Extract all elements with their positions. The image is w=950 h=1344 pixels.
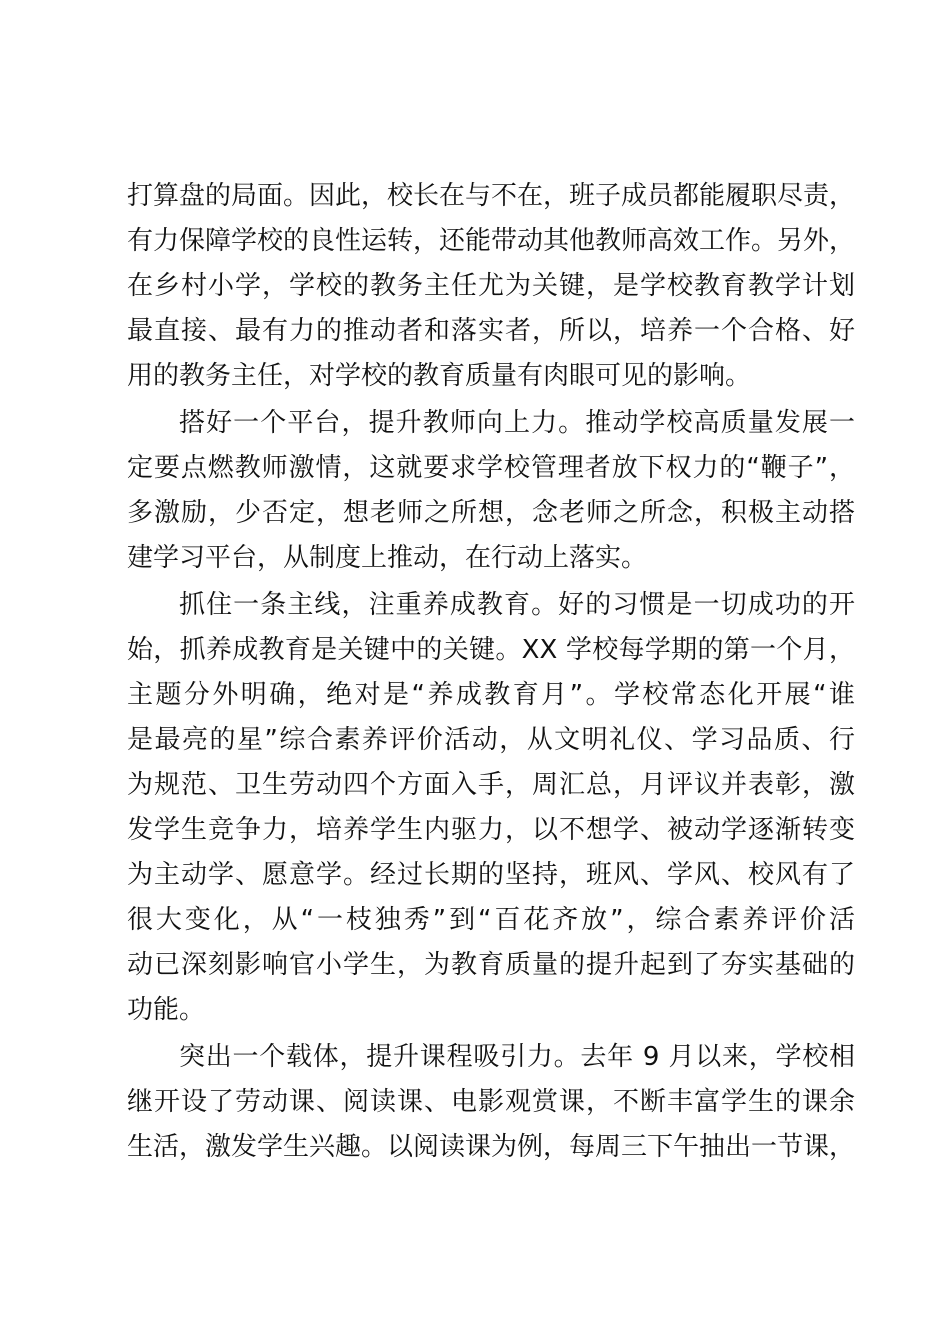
text-line: 主题分外明确，绝对是“养成教育月”。学校常态化开展“谁 bbox=[127, 680, 855, 710]
text-line: 搭好一个平台，提升教师向上力。推动学校高质量发展一 bbox=[179, 408, 855, 438]
body-text bbox=[127, 174, 855, 1170]
text-line: 始，抓养成教育是关键中的关键。XX 学校每学期的第一个月， bbox=[127, 635, 855, 665]
text-line: 为主动学、愿意学。经过长期的坚持，班风、学风、校风有了 bbox=[127, 860, 855, 890]
text-line: 为规范、卫生劳动四个方面入手，周汇总，月评议并表彰，激 bbox=[127, 770, 855, 800]
paragraph bbox=[127, 174, 855, 399]
text-line: 最直接、最有力的推动者和落实者，所以，培养一个合格、好 bbox=[127, 316, 855, 346]
paragraph bbox=[127, 583, 855, 1033]
text-line: 多激励，少否定，想老师之所想，念老师之所念，积极主动搭 bbox=[127, 498, 855, 528]
text-line: 抓住一条主线，注重养成教育。好的习惯是一切成功的开 bbox=[179, 590, 855, 620]
paragraph bbox=[127, 401, 855, 581]
text-line: 突出一个载体，提升课程吸引力。去年 9 月以来，学校相 bbox=[179, 1042, 855, 1072]
text-line: 有力保障学校的良性运转，还能带动其他教师高效工作。另外， bbox=[127, 226, 856, 256]
text-line: 功能。 bbox=[127, 995, 206, 1025]
text-line: 生活，激发学生兴趣。以阅读课为例，每周三下午抽出一节课， bbox=[127, 1132, 856, 1162]
paragraph bbox=[127, 1035, 855, 1170]
text-line: 建学习平台，从制度上推动，在行动上落实。 bbox=[127, 543, 648, 573]
text-line: 打算盘的局面。因此，校长在与不在，班子成员都能履职尽责， bbox=[127, 181, 856, 211]
text-line: 继开设了劳动课、阅读课、电影观赏课，不断丰富学生的课余 bbox=[127, 1087, 855, 1117]
text-line: 用的教务主任，对学校的教育质量有肉眼可见的影响。 bbox=[127, 361, 752, 391]
text-line: 定要点燃教师激情，这就要求学校管理者放下权力的“鞭子”， bbox=[127, 453, 855, 483]
text-line: 是最亮的星”综合素养评价活动，从文明礼仪、学习品质、行 bbox=[127, 725, 855, 755]
text-line: 发学生竞争力，培养学生内驱力，以不想学、被动学逐渐转变 bbox=[127, 815, 855, 845]
text-line: 动已深刻影响官小学生，为教育质量的提升起到了夯实基础的 bbox=[127, 950, 855, 980]
text-line: 在乡村小学，学校的教务主任尤为关键，是学校教育教学计划 bbox=[127, 271, 855, 301]
text-line: 很大变化，从“一枝独秀”到“百花齐放”，综合素养评价活 bbox=[127, 905, 855, 935]
